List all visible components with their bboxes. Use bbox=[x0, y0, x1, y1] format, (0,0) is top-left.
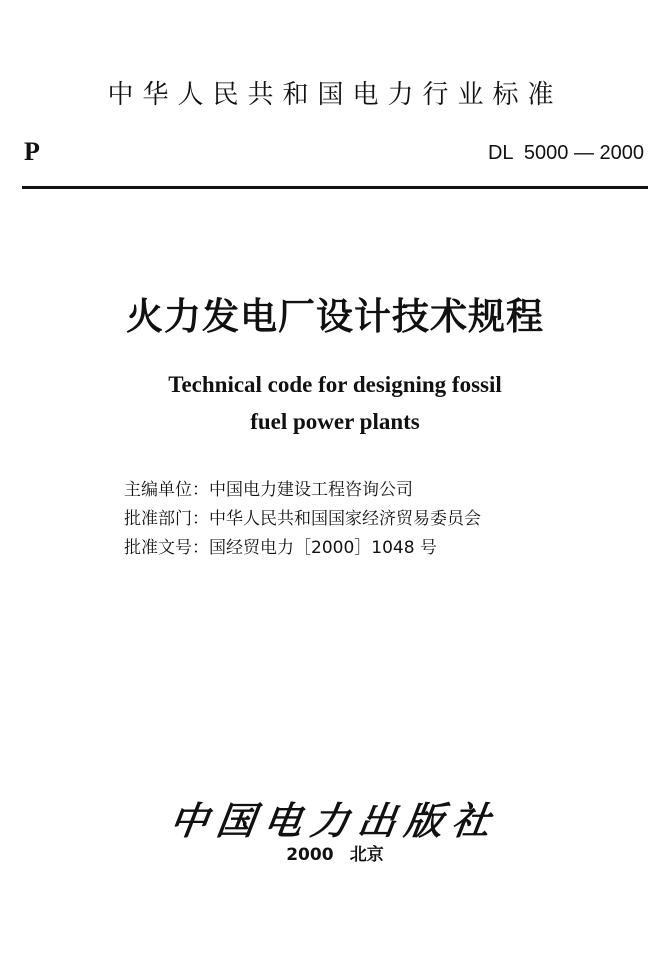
document-title-en bbox=[0, 366, 670, 440]
info-row-approver bbox=[124, 505, 481, 534]
publication-year: 2000 bbox=[286, 845, 334, 865]
document-title-cn: 火力发电厂设计技术规程 bbox=[126, 294, 544, 338]
info-row-document-no bbox=[124, 534, 481, 563]
info-label: 主编单位： bbox=[124, 480, 209, 500]
standard-number: DL 5000 — 2000 bbox=[487, 142, 644, 164]
publication-info bbox=[0, 840, 670, 865]
info-label: 批准文号： bbox=[124, 538, 209, 558]
info-label: 批准部门： bbox=[124, 509, 209, 529]
classification-letter: P bbox=[24, 137, 40, 166]
info-value: 国经贸电力［2000］1048 号 bbox=[209, 538, 437, 558]
approval-info bbox=[124, 476, 481, 563]
info-value: 中国电力建设工程咨询公司 bbox=[209, 480, 413, 500]
header-divider bbox=[22, 186, 648, 189]
publisher-logo: 中国电力出版社 bbox=[166, 798, 503, 843]
publication-city: 北京 bbox=[349, 845, 384, 865]
info-value: 中华人民共和国国家经济贸易委员会 bbox=[209, 509, 481, 529]
info-row-editor bbox=[124, 476, 481, 505]
title-en-line-1: Technical code for designing fossil bbox=[168, 372, 502, 397]
standard-category-title: 中华人民共和国电力行业标准 bbox=[107, 80, 563, 110]
title-en-line-2: fuel power plants bbox=[250, 409, 420, 434]
